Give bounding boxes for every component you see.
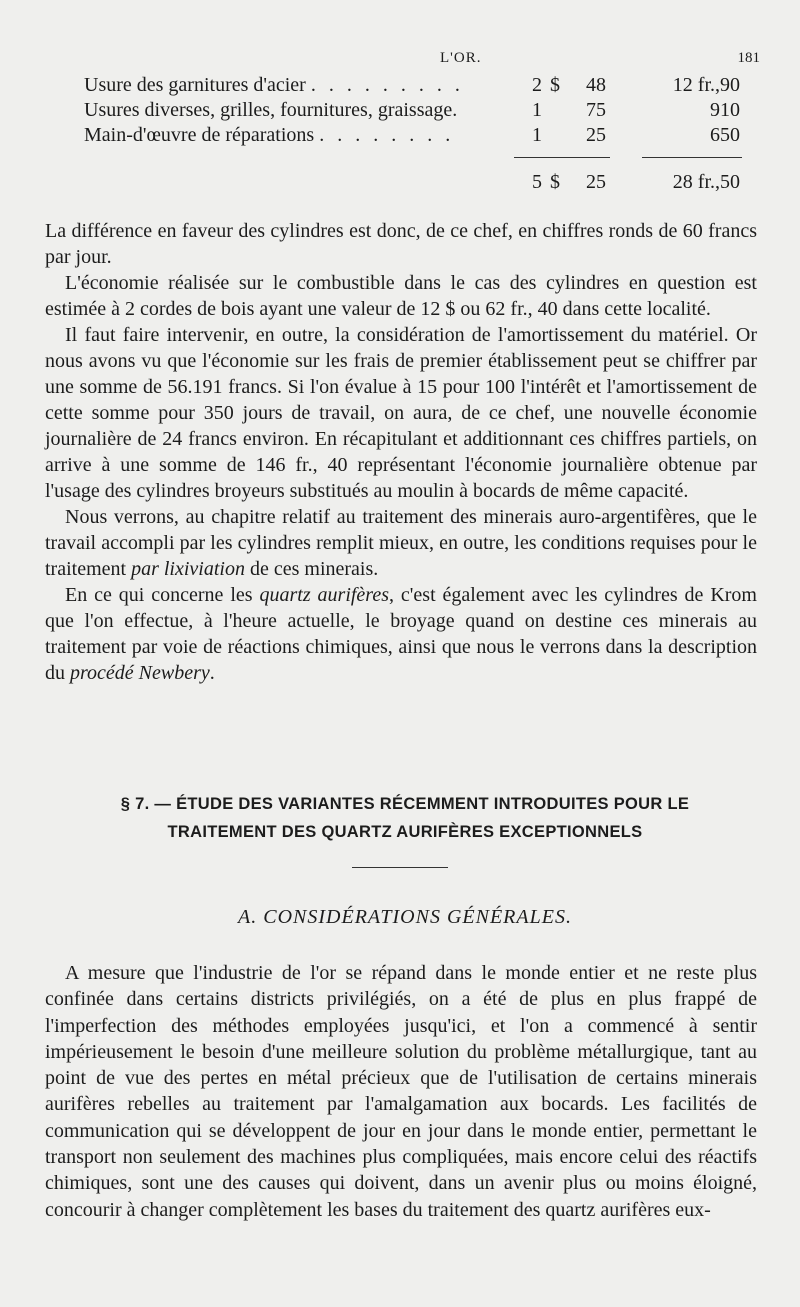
paragraph: En ce qui concerne les quartz aurifères, c'est également avec les cylindres de Krom que l'on effectue, à l'heure actuelle, le broyage quand on destine ces minerais au traitement par voie de réactions chimiques, ainsi que nous le verrons dans la description du procédé Newbery. xyxy=(45,584,757,684)
total-cents: 25 xyxy=(586,171,606,193)
paragraph: A mesure que l'industrie de l'or se répand dans le monde entier et ne reste plus confinée dans certains districts privilégiés, on a été de plus en plus frappé de l'imperfection des méthodes employées jusqu'ici, et l'on a commencé à sentir impérieusement le besoin d'une meilleure solution du problème métallurgique, tant au point de vue des pertes en métal précieux que de l'utilisation de certains minerais aurifères rebelles au traitement par l'amalgamation aux bocards. Les facilités de communication qui se développent de jour en jour dans le monde entier, permettant le transport non seulement des machines plus compliquées, mais encore celui des réactifs chimiques, sont une des causes qui doivent, dans un avenir plus ou moins éloigné, concourir à changer complètement les bases du traitement des quartz aurifères eux- xyxy=(45,962,757,1221)
cost-row xyxy=(84,99,744,124)
cost-label: Usures diverses, grilles, fournitures, graissage. xyxy=(84,99,458,121)
total-francs-cents: 50 xyxy=(720,171,740,193)
cost-row xyxy=(84,124,744,149)
sum-rule-francs xyxy=(642,157,742,158)
page-number: 181 xyxy=(737,50,760,66)
cost-dollars: 2 xyxy=(532,74,542,96)
leader-dots: . . . . . . . . xyxy=(319,124,455,146)
dollar-sign: $ xyxy=(550,74,560,96)
running-title: L'OR. xyxy=(440,50,482,66)
cost-total-row xyxy=(84,171,744,196)
section-heading-line: § 7. — ÉTUDE DES VARIANTES RÉCEMMENT INTRODUITES POUR LE xyxy=(120,795,690,813)
paragraph: L'économie réalisée sur le combustible dans le cas des cylindres en question est estimée à 2 cordes de bois ayant une valeur de 12 $ ou 62 fr., 40 dans cette localité. xyxy=(45,272,757,320)
cost-label: Main-d'œuvre de réparations xyxy=(84,124,315,146)
total-dollars: 5 xyxy=(532,171,542,193)
cost-cents: 25 xyxy=(586,124,606,146)
body-text-continued xyxy=(45,960,757,1223)
cost-francs: 6 xyxy=(710,124,720,146)
paragraph: Il faut faire intervenir, en outre, la considération de l'amortissement du matériel. Or nous avons vu que l'économie sur les frais de premier établissement peut se chiffrer par une somme de 56.191 francs. Si l'on évalue à 15 pour 100 l'intérêt et l'amortissement de cette somme pour 350 jours de travail, on aura, de ce chef, une nouvelle économie journalière de 24 francs environ. En récapitulant et additionnant ces chiffres partiels, on arrive à une somme de 146 fr., 40 représentant l'économie journalière obtenue par l'usage des cylindres broyeurs substitués au moulin à bocards de même capacité. xyxy=(45,324,757,502)
cost-label: Usure des garnitures d'acier xyxy=(84,74,306,96)
cost-cents: 75 xyxy=(586,99,606,121)
cost-row xyxy=(84,74,744,99)
total-francs: 28 fr., xyxy=(672,171,720,193)
sum-rules xyxy=(84,149,744,167)
paragraph: Nous verrons, au chapitre relatif au traitement des minerais auro-argentifères, que le travail accompli par les cylindres remplit mieux, en outre, les conditions requises pour le traitement par lixiviation de ces minerais. xyxy=(45,506,757,580)
leader-dots: . . . . . . . . . xyxy=(310,74,464,96)
cost-cents: 48 xyxy=(586,74,606,96)
section-heading xyxy=(60,790,750,846)
body-text xyxy=(45,218,757,686)
cost-francs-cents: 90 xyxy=(720,74,740,96)
sum-rule-dollars xyxy=(514,157,610,158)
section-heading-line: TRAITEMENT DES QUARTZ AURIFÈRES EXCEPTIONNELS xyxy=(167,823,643,841)
paragraph: La différence en faveur des cylindres est donc, de ce chef, en chiffres ronds de 60 francs par jour. xyxy=(45,220,757,268)
running-header xyxy=(60,44,770,72)
subheading: A. CONSIDÉRATIONS GÉNÉRALES. xyxy=(238,906,572,928)
divider-rule xyxy=(352,867,448,868)
cost-francs: 9 xyxy=(710,99,720,121)
cost-table xyxy=(84,74,744,196)
dollar-sign: $ xyxy=(550,171,560,193)
cost-dollars: 1 xyxy=(532,99,542,121)
italic-term: quartz aurifères xyxy=(259,584,390,606)
cost-francs-cents: 10 xyxy=(720,99,740,121)
italic-term: procédé Newbery xyxy=(70,662,210,684)
cost-francs: 12 fr., xyxy=(672,74,720,96)
cost-francs-cents: 50 xyxy=(720,124,740,146)
cost-dollars: 1 xyxy=(532,124,542,146)
italic-term: par lixiviation xyxy=(131,558,245,580)
